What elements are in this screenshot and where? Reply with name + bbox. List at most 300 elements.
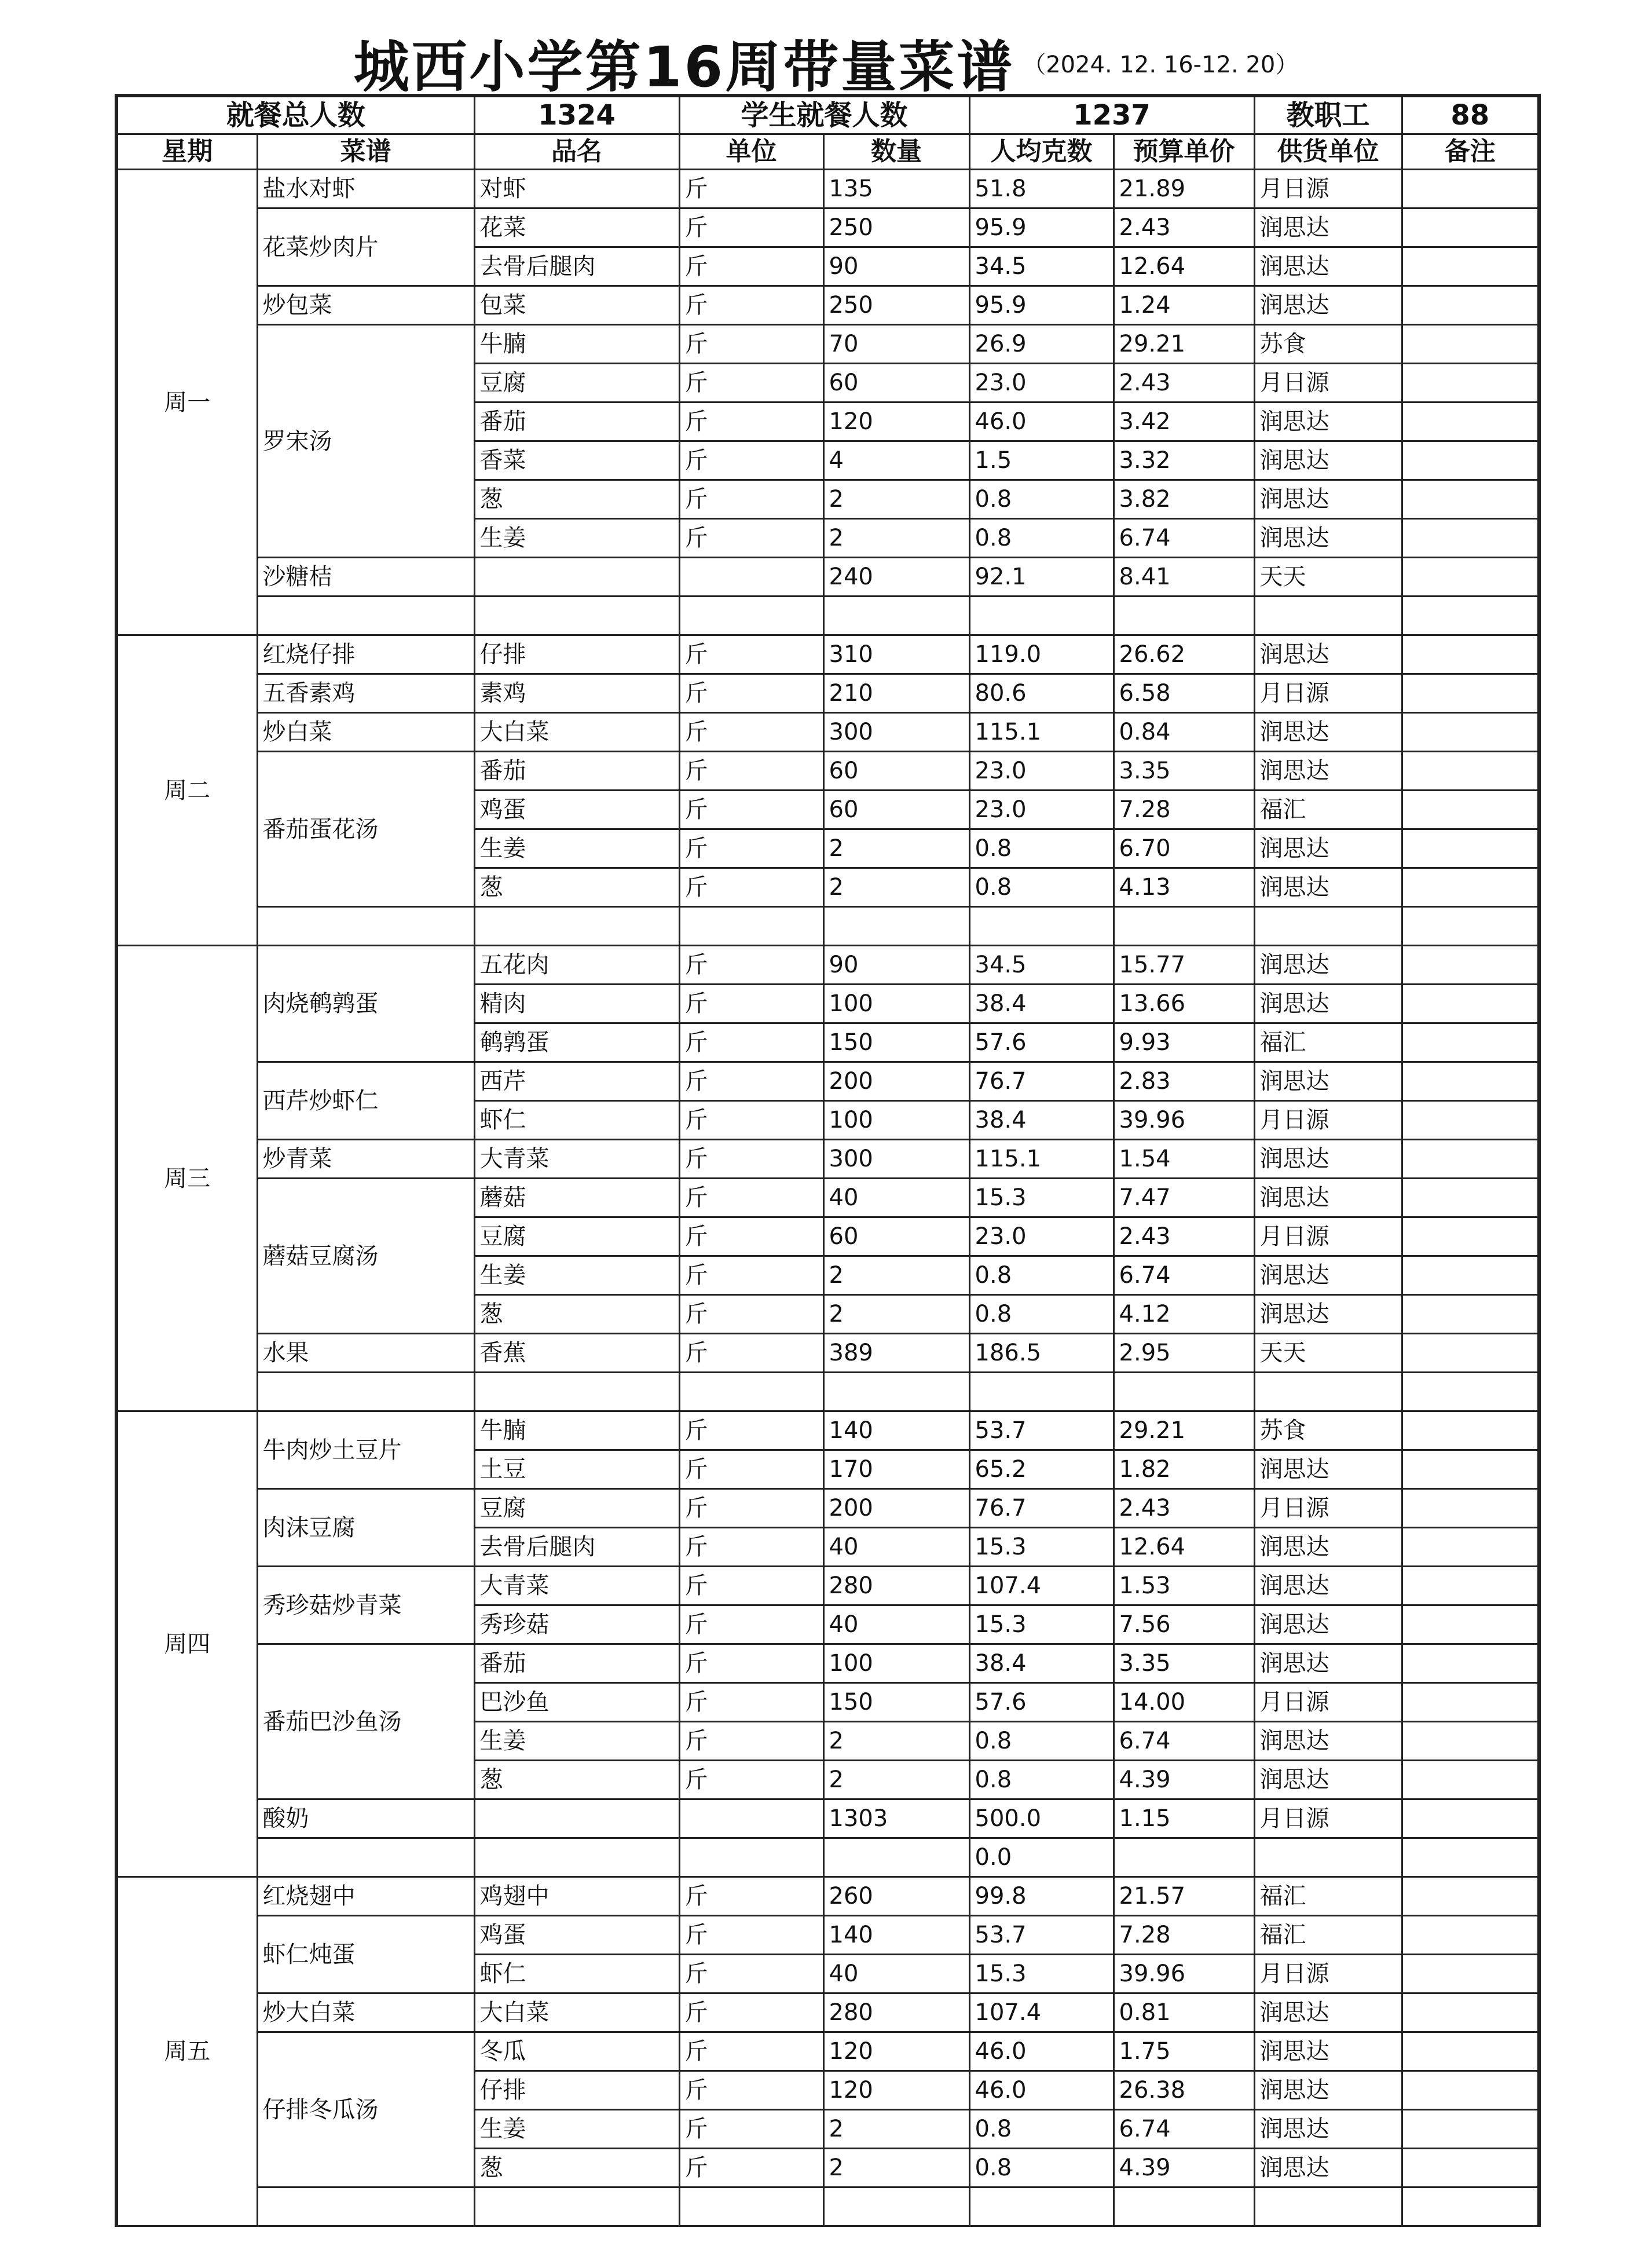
quantity: 2 [823, 1722, 969, 1761]
dish-name: 肉烧鹌鹑蛋 [257, 946, 474, 1062]
unit: 斤 [679, 480, 823, 519]
supplier: 月日源 [1254, 1101, 1402, 1140]
quantity: 70 [823, 325, 969, 364]
grams-per-person: 34.5 [969, 247, 1113, 286]
dish-name [257, 907, 474, 946]
supplier: 月日源 [1254, 364, 1402, 403]
unit-price: 6.70 [1113, 829, 1254, 868]
table-row [116, 752, 1539, 791]
quantity: 60 [823, 752, 969, 791]
table-row [116, 1799, 1539, 1838]
unit-price: 3.35 [1113, 752, 1254, 791]
grams-per-person: 115.1 [969, 1140, 1113, 1179]
unit: 斤 [679, 1605, 823, 1644]
item-name: 花菜 [474, 208, 679, 247]
table-row [116, 1140, 1539, 1179]
unit: 斤 [679, 1955, 823, 1993]
grams-per-person: 92.1 [969, 558, 1113, 597]
supplier: 福汇 [1254, 1023, 1402, 1062]
grams-per-person: 119.0 [969, 635, 1113, 674]
remarks [1402, 441, 1539, 480]
table-row [116, 1993, 1539, 2032]
dish-name [257, 1838, 474, 1877]
supplier [1254, 1838, 1402, 1877]
remarks [1402, 1567, 1539, 1605]
supplier: 润思达 [1254, 1761, 1402, 1799]
item-name: 去骨后腿肉 [474, 247, 679, 286]
unit-price: 7.47 [1113, 1179, 1254, 1217]
student-diners-value: 1237 [969, 96, 1254, 134]
item-name: 素鸡 [474, 674, 679, 713]
remarks [1402, 286, 1539, 325]
grams-per-person: 26.9 [969, 325, 1113, 364]
grams-per-person: 1.5 [969, 441, 1113, 480]
grams-per-person [969, 1373, 1113, 1411]
supplier: 润思达 [1254, 1295, 1402, 1334]
dish-name: 炒青菜 [257, 1140, 474, 1179]
unit: 斤 [679, 1179, 823, 1217]
table-row [116, 674, 1539, 713]
supplier: 月日源 [1254, 170, 1402, 208]
dish-name: 牛肉炒土豆片 [257, 1411, 474, 1489]
table-row [116, 558, 1539, 597]
item-name: 生姜 [474, 2110, 679, 2149]
quantity: 200 [823, 1062, 969, 1101]
item-name: 番茄 [474, 1644, 679, 1683]
grams-per-person: 76.7 [969, 1062, 1113, 1101]
unit: 斤 [679, 1140, 823, 1179]
unit: 斤 [679, 208, 823, 247]
supplier: 月日源 [1254, 1799, 1402, 1838]
item-name: 秀珍菇 [474, 1605, 679, 1644]
unit-price: 39.96 [1113, 1955, 1254, 1993]
supplier: 月日源 [1254, 1217, 1402, 1256]
unit-price: 3.42 [1113, 403, 1254, 441]
dish-name: 五香素鸡 [257, 674, 474, 713]
item-name [474, 907, 679, 946]
item-name [474, 597, 679, 635]
table-row [116, 1334, 1539, 1373]
supplier: 润思达 [1254, 208, 1402, 247]
quantity: 140 [823, 1916, 969, 1955]
grams-per-person: 23.0 [969, 364, 1113, 403]
supplier: 润思达 [1254, 247, 1402, 286]
weekday-cell: 周四 [116, 1411, 257, 1877]
grams-per-person: 23.0 [969, 1217, 1113, 1256]
unit-price: 0.84 [1113, 713, 1254, 752]
dish-name: 炒包菜 [257, 286, 474, 325]
unit [679, 1799, 823, 1838]
unit: 斤 [679, 364, 823, 403]
staff-value: 88 [1402, 96, 1539, 134]
grams-per-person: 23.0 [969, 791, 1113, 829]
unit: 斤 [679, 1450, 823, 1489]
dish-name: 西芹炒虾仁 [257, 1062, 474, 1140]
remarks [1402, 519, 1539, 558]
col-header-quantity: 数量 [823, 134, 969, 170]
grams-per-person: 34.5 [969, 946, 1113, 985]
unit: 斤 [679, 1256, 823, 1295]
dish-name: 炒白菜 [257, 713, 474, 752]
remarks [1402, 674, 1539, 713]
grams-per-person: 80.6 [969, 674, 1113, 713]
grams-per-person: 15.3 [969, 1528, 1113, 1567]
quantity: 4 [823, 441, 969, 480]
supplier: 润思达 [1254, 1993, 1402, 2032]
table-row [116, 635, 1539, 674]
quantity: 300 [823, 1140, 969, 1179]
unit: 斤 [679, 829, 823, 868]
quantity: 150 [823, 1683, 969, 1722]
remarks [1402, 1140, 1539, 1179]
dish-name: 番茄蛋花汤 [257, 752, 474, 907]
supplier [1254, 2188, 1402, 2226]
table-row [116, 1877, 1539, 1916]
remarks [1402, 1722, 1539, 1761]
weekday-cell: 周一 [116, 170, 257, 635]
unit-price: 0.81 [1113, 1993, 1254, 2032]
item-name: 大白菜 [474, 1993, 679, 2032]
grams-per-person: 38.4 [969, 1101, 1113, 1140]
grams-per-person: 0.8 [969, 868, 1113, 907]
item-name: 葱 [474, 868, 679, 907]
unit: 斤 [679, 1101, 823, 1140]
remarks [1402, 1101, 1539, 1140]
unit-price: 1.54 [1113, 1140, 1254, 1179]
col-header-remarks: 备注 [1402, 134, 1539, 170]
quantity: 2 [823, 829, 969, 868]
unit-price: 1.15 [1113, 1799, 1254, 1838]
grams-per-person: 95.9 [969, 208, 1113, 247]
dish-name: 盐水对虾 [257, 170, 474, 208]
unit: 斤 [679, 1877, 823, 1916]
quantity: 280 [823, 1567, 969, 1605]
weekday-cell: 周二 [116, 635, 257, 946]
grams-per-person: 15.3 [969, 1179, 1113, 1217]
unit-price: 1.24 [1113, 286, 1254, 325]
unit-price: 4.39 [1113, 2149, 1254, 2188]
item-name: 精肉 [474, 985, 679, 1023]
supplier: 润思达 [1254, 2149, 1402, 2188]
remarks [1402, 1489, 1539, 1528]
unit-price: 6.58 [1113, 674, 1254, 713]
unit: 斤 [679, 519, 823, 558]
grams-per-person: 15.3 [969, 1955, 1113, 1993]
grams-per-person: 76.7 [969, 1489, 1113, 1528]
unit: 斤 [679, 1683, 823, 1722]
quantity: 250 [823, 208, 969, 247]
remarks [1402, 1799, 1539, 1838]
supplier: 福汇 [1254, 1916, 1402, 1955]
quantity [823, 2188, 969, 2226]
remarks [1402, 907, 1539, 946]
table-row [116, 1373, 1539, 1411]
supplier: 润思达 [1254, 441, 1402, 480]
quantity: 40 [823, 1179, 969, 1217]
table-row [116, 1567, 1539, 1605]
quantity: 300 [823, 713, 969, 752]
supplier: 润思达 [1254, 1644, 1402, 1683]
unit: 斤 [679, 1295, 823, 1334]
unit: 斤 [679, 674, 823, 713]
quantity: 2 [823, 1256, 969, 1295]
supplier: 润思达 [1254, 403, 1402, 441]
unit-price: 39.96 [1113, 1101, 1254, 1140]
supplier: 润思达 [1254, 1605, 1402, 1644]
item-name: 大青菜 [474, 1567, 679, 1605]
unit [679, 1373, 823, 1411]
table-row [116, 1062, 1539, 1101]
unit-price: 2.95 [1113, 1334, 1254, 1373]
grams-per-person: 57.6 [969, 1683, 1113, 1722]
unit-price [1113, 907, 1254, 946]
remarks [1402, 1683, 1539, 1722]
supplier: 苏食 [1254, 325, 1402, 364]
unit: 斤 [679, 1411, 823, 1450]
quantity [823, 1838, 969, 1877]
remarks [1402, 1062, 1539, 1101]
grams-per-person: 0.8 [969, 1761, 1113, 1799]
quantity: 2 [823, 2110, 969, 2149]
item-name: 生姜 [474, 519, 679, 558]
col-header-unit: 单位 [679, 134, 823, 170]
remarks [1402, 1295, 1539, 1334]
quantity: 2 [823, 1761, 969, 1799]
unit: 斤 [679, 868, 823, 907]
unit-price: 3.35 [1113, 1644, 1254, 1683]
table-row [116, 597, 1539, 635]
item-name: 生姜 [474, 1722, 679, 1761]
quantity: 2 [823, 868, 969, 907]
unit [679, 597, 823, 635]
menu-table [115, 94, 1541, 2227]
unit-price: 7.28 [1113, 791, 1254, 829]
quantity: 120 [823, 2032, 969, 2071]
grams-per-person: 0.8 [969, 1256, 1113, 1295]
supplier: 月日源 [1254, 674, 1402, 713]
quantity: 90 [823, 946, 969, 985]
unit: 斤 [679, 1644, 823, 1683]
item-name: 葱 [474, 1761, 679, 1799]
grams-per-person: 0.8 [969, 2110, 1113, 2149]
quantity [823, 907, 969, 946]
supplier: 苏食 [1254, 1411, 1402, 1450]
remarks [1402, 1838, 1539, 1877]
grams-per-person: 0.8 [969, 829, 1113, 868]
unit: 斤 [679, 2149, 823, 2188]
unit-price: 4.39 [1113, 1761, 1254, 1799]
table-row [116, 1489, 1539, 1528]
quantity: 100 [823, 1644, 969, 1683]
remarks [1402, 1528, 1539, 1567]
unit-price: 1.75 [1113, 2032, 1254, 2071]
remarks [1402, 868, 1539, 907]
supplier: 润思达 [1254, 2071, 1402, 2110]
dish-name: 虾仁炖蛋 [257, 1916, 474, 1993]
remarks [1402, 1761, 1539, 1799]
remarks [1402, 2032, 1539, 2071]
unit-price: 2.43 [1113, 364, 1254, 403]
unit-price: 21.89 [1113, 170, 1254, 208]
remarks [1402, 325, 1539, 364]
grams-per-person: 46.0 [969, 2032, 1113, 2071]
item-name: 西芹 [474, 1062, 679, 1101]
quantity: 40 [823, 1955, 969, 1993]
remarks [1402, 1411, 1539, 1450]
table-row [116, 946, 1539, 985]
supplier: 润思达 [1254, 1722, 1402, 1761]
supplier [1254, 597, 1402, 635]
remarks [1402, 558, 1539, 597]
quantity: 135 [823, 170, 969, 208]
remarks [1402, 635, 1539, 674]
item-name: 五花肉 [474, 946, 679, 985]
remarks [1402, 1373, 1539, 1411]
unit: 斤 [679, 325, 823, 364]
remarks [1402, 1334, 1539, 1373]
quantity: 120 [823, 403, 969, 441]
supplier: 润思达 [1254, 1256, 1402, 1295]
staff-label: 教职工 [1254, 96, 1402, 134]
table-row [116, 286, 1539, 325]
unit-price: 8.41 [1113, 558, 1254, 597]
unit: 斤 [679, 2032, 823, 2071]
grams-per-person: 0.8 [969, 2149, 1113, 2188]
remarks [1402, 829, 1539, 868]
quantity: 1303 [823, 1799, 969, 1838]
unit-price: 12.64 [1113, 247, 1254, 286]
unit: 斤 [679, 286, 823, 325]
supplier: 润思达 [1254, 1140, 1402, 1179]
supplier: 润思达 [1254, 635, 1402, 674]
unit: 斤 [679, 752, 823, 791]
grams-per-person: 107.4 [969, 1993, 1113, 2032]
unit-price: 6.74 [1113, 1256, 1254, 1295]
unit: 斤 [679, 1334, 823, 1373]
remarks [1402, 985, 1539, 1023]
table-row [116, 1644, 1539, 1683]
supplier: 润思达 [1254, 1062, 1402, 1101]
dish-name: 酸奶 [257, 1799, 474, 1838]
quantity: 2 [823, 1295, 969, 1334]
supplier: 润思达 [1254, 829, 1402, 868]
col-header-supplier: 供货单位 [1254, 134, 1402, 170]
unit-price: 2.83 [1113, 1062, 1254, 1101]
page-header [0, 23, 1652, 103]
unit-price: 15.77 [1113, 946, 1254, 985]
grams-per-person: 115.1 [969, 713, 1113, 752]
grams-per-person [969, 597, 1113, 635]
unit-price: 29.21 [1113, 325, 1254, 364]
grams-per-person: 57.6 [969, 1023, 1113, 1062]
unit-price: 14.00 [1113, 1683, 1254, 1722]
col-header-weekday: 星期 [116, 134, 257, 170]
table-row [116, 1179, 1539, 1217]
col-header-dish: 菜谱 [257, 134, 474, 170]
unit: 斤 [679, 170, 823, 208]
supplier: 月日源 [1254, 1489, 1402, 1528]
item-name: 巴沙鱼 [474, 1683, 679, 1722]
remarks [1402, 2188, 1539, 2226]
table-row [116, 1838, 1539, 1877]
supplier: 福汇 [1254, 791, 1402, 829]
unit-price: 12.64 [1113, 1528, 1254, 1567]
grams-per-person: 0.8 [969, 1295, 1113, 1334]
unit-price [1113, 2188, 1254, 2226]
unit: 斤 [679, 946, 823, 985]
dish-name: 肉沫豆腐 [257, 1489, 474, 1567]
quantity: 200 [823, 1489, 969, 1528]
item-name: 大青菜 [474, 1140, 679, 1179]
table-row [116, 325, 1539, 364]
remarks [1402, 480, 1539, 519]
page-title: 城西小学第16周带量菜谱 [353, 35, 1015, 100]
unit-price: 4.12 [1113, 1295, 1254, 1334]
unit: 斤 [679, 1023, 823, 1062]
supplier: 润思达 [1254, 868, 1402, 907]
item-name: 仔排 [474, 2071, 679, 2110]
remarks [1402, 1993, 1539, 2032]
item-name: 仔排 [474, 635, 679, 674]
unit-price: 26.38 [1113, 2071, 1254, 2110]
unit-price [1113, 1838, 1254, 1877]
unit: 斤 [679, 247, 823, 286]
unit: 斤 [679, 1489, 823, 1528]
unit: 斤 [679, 1722, 823, 1761]
quantity: 100 [823, 1101, 969, 1140]
quantity [823, 1373, 969, 1411]
unit: 斤 [679, 1062, 823, 1101]
item-name: 豆腐 [474, 1489, 679, 1528]
supplier: 天天 [1254, 1334, 1402, 1373]
supplier: 润思达 [1254, 2110, 1402, 2149]
remarks [1402, 1217, 1539, 1256]
supplier [1254, 1373, 1402, 1411]
unit: 斤 [679, 403, 823, 441]
supplier: 润思达 [1254, 519, 1402, 558]
unit [679, 2188, 823, 2226]
grams-per-person: 38.4 [969, 985, 1113, 1023]
dish-name: 沙糖桔 [257, 558, 474, 597]
table-row [116, 2188, 1539, 2226]
remarks [1402, 1877, 1539, 1916]
supplier: 福汇 [1254, 1877, 1402, 1916]
weekday-cell: 周三 [116, 946, 257, 1411]
grams-per-person: 23.0 [969, 752, 1113, 791]
unit: 斤 [679, 791, 823, 829]
grams-per-person: 0.8 [969, 519, 1113, 558]
quantity: 210 [823, 674, 969, 713]
remarks [1402, 170, 1539, 208]
unit-price [1113, 597, 1254, 635]
dish-name [257, 597, 474, 635]
item-name: 生姜 [474, 1256, 679, 1295]
quantity: 90 [823, 247, 969, 286]
quantity: 60 [823, 364, 969, 403]
supplier: 天天 [1254, 558, 1402, 597]
grams-per-person: 65.2 [969, 1450, 1113, 1489]
col-header-grams-per-person: 人均克数 [969, 134, 1113, 170]
table-row [116, 1411, 1539, 1450]
unit-price [1113, 1373, 1254, 1411]
item-name: 冬瓜 [474, 2032, 679, 2071]
dish-name: 红烧仔排 [257, 635, 474, 674]
remarks [1402, 208, 1539, 247]
dish-name [257, 2188, 474, 2226]
item-name [474, 1799, 679, 1838]
grams-per-person: 500.0 [969, 1799, 1113, 1838]
unit-price: 2.43 [1113, 1217, 1254, 1256]
